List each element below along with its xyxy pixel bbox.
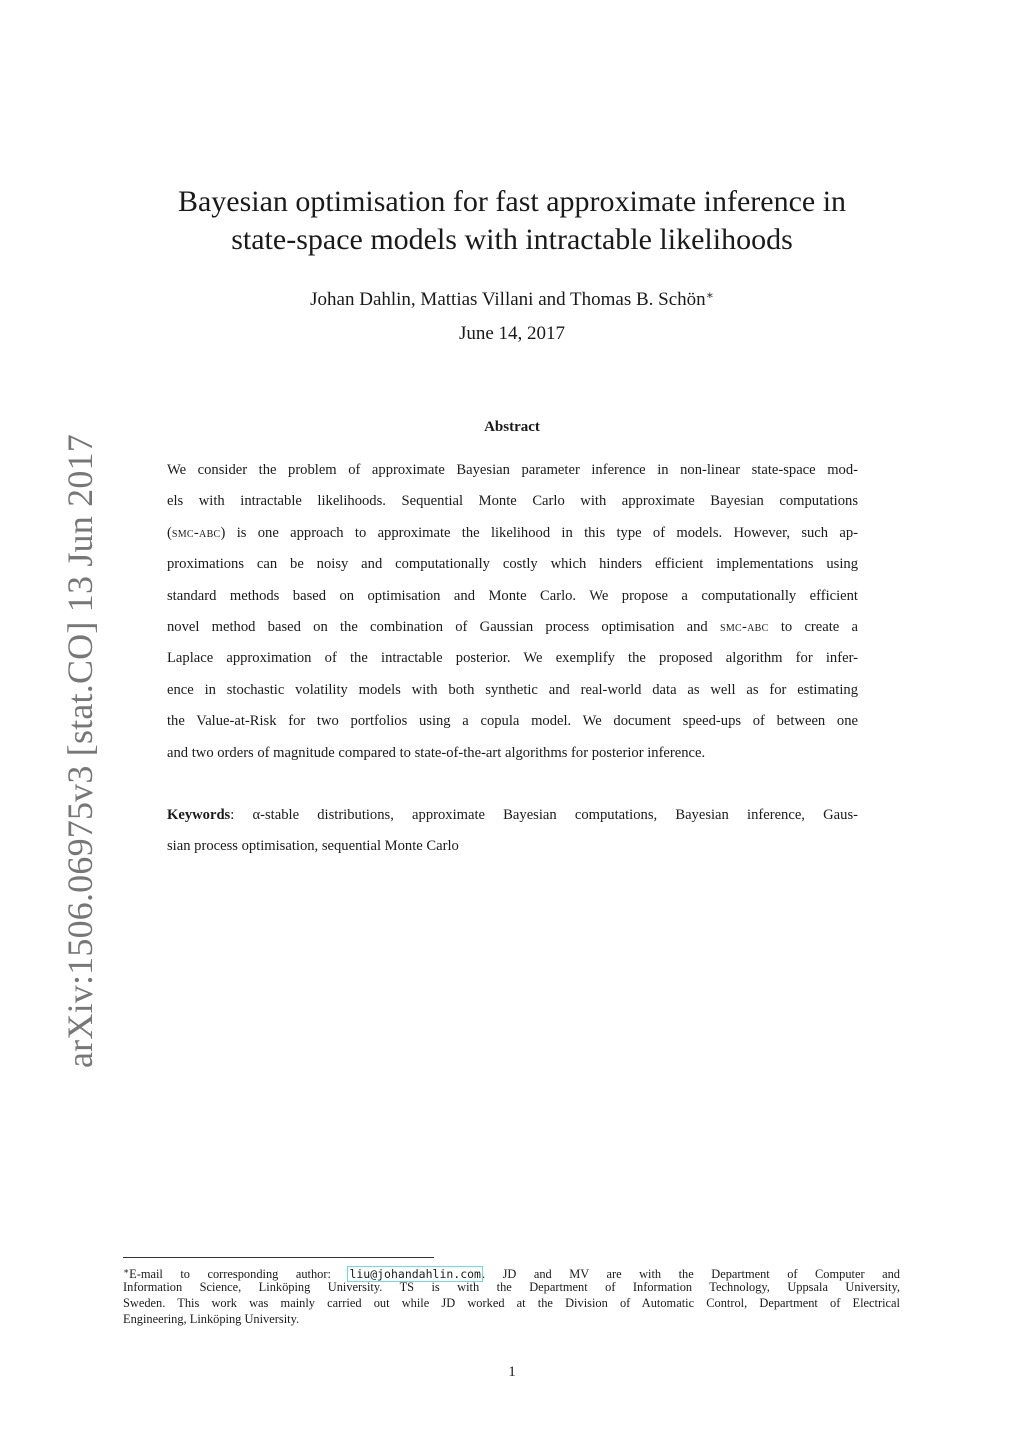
footnote-mark: ∗ [123, 1266, 130, 1276]
email-link[interactable]: liu@johandahlin.com [349, 1267, 481, 1281]
footnote [123, 1263, 900, 1327]
page-number: 1 [508, 1364, 516, 1380]
abstract-line: ence in stochastic volatility models with both synthetic and real-world data as well as for estimating [167, 681, 858, 698]
keywords-label: Keywords [167, 807, 231, 823]
paren-open: ( [167, 524, 172, 541]
abstract-line: proximations can be noisy and computationally costly which hinders efficient implementations using [167, 556, 858, 573]
abstract-line: standard methods based on optimisation and Monte Carlo. We propose a computationally efficient [167, 587, 858, 604]
abstract-line-text: to create a [780, 618, 858, 635]
author-footnote-mark: ∗ [705, 288, 714, 302]
footnote-text: . JD and MV are with the Department of Computer and [482, 1267, 900, 1281]
author-list [0, 283, 1024, 312]
footnote-prefix: E-mail to corresponding author: [129, 1267, 349, 1281]
smc-abc-acronym: smc-abc [719, 618, 769, 635]
footnote-line: Engineering, Linköping University. [123, 1312, 300, 1326]
arxiv-identifier-stamp: arXiv:1506.06975v3 [stat.CO] 13 Jun 2017 [60, 434, 100, 1068]
abstract-line [167, 518, 858, 549]
abstract-line: We consider the problem of approximate Bayesian parameter inference in non-linear state-space mod- [167, 462, 858, 478]
keywords-line [167, 800, 858, 831]
abstract-line: els with intractable likelihoods. Sequential Monte Carlo with approximate Bayesian computations [167, 493, 858, 510]
footnote-divider [123, 1257, 434, 1258]
title-line-1: Bayesian optimisation for fast approximate inference in [177, 185, 847, 218]
abstract-body [167, 455, 858, 769]
author-names: Johan Dahlin, Mattias Villani and Thomas B. Schön [310, 289, 706, 310]
abstract-line [167, 612, 858, 643]
footnote-line: Information Science, Linköping University. TS is with the Department of Information Technology, Uppsala University, [123, 1280, 900, 1294]
smc-abc-acronym: smc-abc [171, 524, 221, 541]
keywords-text: : α-stable distributions, approximate Bayesian computations, Bayesian inference, Gaus- [230, 807, 858, 823]
abstract-line: and two orders of magnitude compared to state-of-the-art algorithms for posterior inference. [167, 744, 706, 761]
abstract-line-text: is one approach to approximate the likelihood in this type of models. However, such ap- [236, 524, 859, 541]
title-line-2: state-space models with intractable likelihoods [231, 223, 793, 256]
keywords-section [167, 800, 858, 863]
paren-close: ) [220, 524, 226, 541]
publication-date: June 14, 2017 [458, 323, 566, 344]
footnote-line [123, 1263, 900, 1279]
abstract-line: the Value-at-Risk for two portfolios using a copula model. We document speed-ups of between one [167, 713, 858, 730]
paper-title [0, 183, 1024, 259]
keywords-line: sian process optimisation, sequential Monte Carlo [167, 838, 459, 855]
abstract-heading: Abstract [484, 419, 540, 435]
abstract-line-text: novel method based on the combination of Gaussian process optimisation and [167, 618, 708, 635]
footnote-line: Sweden. This work was mainly carried out while JD worked at the Division of Automatic Control, Department of Electrical [123, 1296, 900, 1310]
abstract-line: Laplace approximation of the intractable posterior. We exemplify the proposed algorithm for infer- [167, 650, 858, 667]
